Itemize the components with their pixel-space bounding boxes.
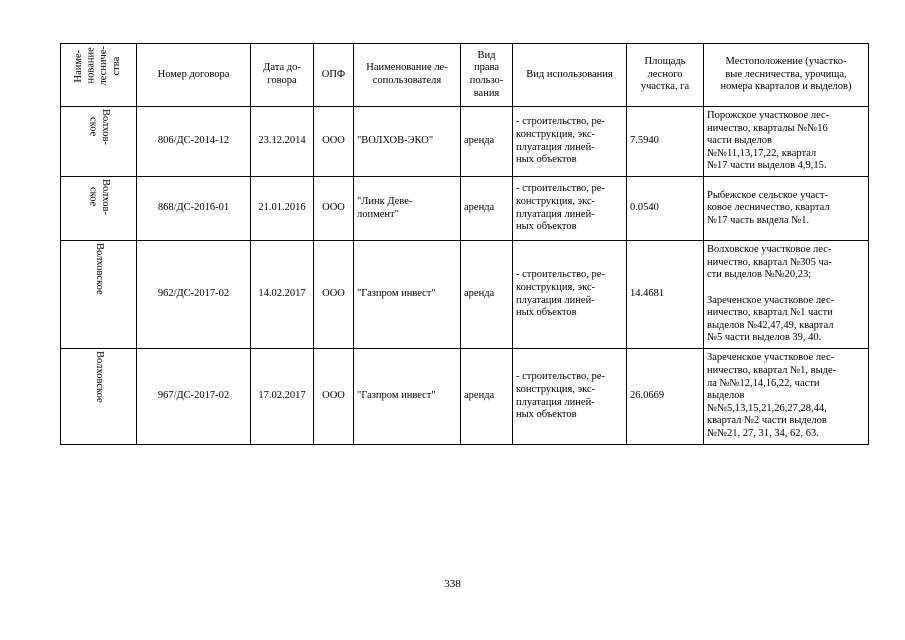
cell-area: 14.4681 xyxy=(627,241,704,349)
cell-use: - строительство, ре- конструкция, экс- плуатация линей- ных объектов xyxy=(513,349,627,445)
cell-forestry xyxy=(61,107,137,177)
cell-forestry xyxy=(61,349,137,445)
cell-location: Волховское участковое лес- ничество, квартал №305 ча- сти выделов №№20,23; Зареченское участковое лес- ничество, квартал №1 части выделов №42,47,49, квартал №5 части выделов 39, 40. xyxy=(704,241,869,349)
header-contract: Номер договора xyxy=(137,44,251,107)
cell-contract: 967/ДС-2017-02 xyxy=(137,349,251,445)
cell-user: "ВОЛХОВ-ЭКО" xyxy=(354,107,461,177)
cell-opf: ООО xyxy=(314,349,354,445)
cell-user: "Газпром инвест" xyxy=(354,349,461,445)
cell-right: аренда xyxy=(461,177,513,241)
cell-forestry-label: Волховское xyxy=(93,243,105,295)
table-row xyxy=(61,177,869,241)
cell-forestry xyxy=(61,241,137,349)
cell-contract: 806/ДС-2014-12 xyxy=(137,107,251,177)
cell-forestry-label: Волхов- ское xyxy=(87,179,112,215)
header-date: Дата до- говора xyxy=(251,44,314,107)
cell-date: 23.12.2014 xyxy=(251,107,314,177)
cell-date: 21.01.2016 xyxy=(251,177,314,241)
cell-area: 0.0540 xyxy=(627,177,704,241)
table-row xyxy=(61,349,869,445)
cell-opf: ООО xyxy=(314,107,354,177)
header-forestry-label: Наиме- нование лесниче- ства xyxy=(73,46,123,86)
page-number: 338 xyxy=(444,578,461,590)
cell-forestry-label: Волховское xyxy=(93,351,105,403)
cell-forestry-label: Волхов- ское xyxy=(87,109,112,145)
cell-opf: ООО xyxy=(314,177,354,241)
cell-location: Порожское участковое лес- ничество, кварталы №№16 части выделов №№11,13,17,22, квартал №17 части выделов 4,9,15. xyxy=(704,107,869,177)
cell-use: - строительство, ре- конструкция, экс- плуатация линей- ных объектов xyxy=(513,177,627,241)
header-opf: ОПФ xyxy=(314,44,354,107)
cell-use: - строительство, ре- конструкция, экс- плуатация линей- ных объектов xyxy=(513,241,627,349)
cell-right: аренда xyxy=(461,241,513,349)
cell-contract: 868/ДС-2016-01 xyxy=(137,177,251,241)
header-user: Наименование ле- сопользователя xyxy=(354,44,461,107)
cell-user: "Линк Деве- лопмент" xyxy=(354,177,461,241)
cell-contract: 962/ДС-2017-02 xyxy=(137,241,251,349)
cell-opf: ООО xyxy=(314,241,354,349)
header-area: Площадь лесного участка, га xyxy=(627,44,704,107)
header-row xyxy=(61,44,869,107)
header-right: Вид права пользо- вания xyxy=(461,44,513,107)
cell-area: 26.0669 xyxy=(627,349,704,445)
header-location: Местоположение (участко- вые лесничества, урочища, номера кварталов и выделов) xyxy=(704,44,869,107)
cell-location: Рыбежское сельское участ- ковое лесничество, квартал №17 часть выдела №1. xyxy=(704,177,869,241)
cell-forestry xyxy=(61,177,137,241)
cell-use: - строительство, ре- конструкция, экс- плуатация линей- ных объектов xyxy=(513,107,627,177)
table-row xyxy=(61,107,869,177)
cell-user: "Газпром инвест" xyxy=(354,241,461,349)
table-row xyxy=(61,241,869,349)
cell-area: 7.5940 xyxy=(627,107,704,177)
cell-right: аренда xyxy=(461,349,513,445)
cell-right: аренда xyxy=(461,107,513,177)
cell-location: Зареченское участковое лес- ничество, квартал №1, выде- ла №№12,14,16,22, части выделов №№5,13,15,21,26,27,28,44, квартал №2 части выделов №№21, 27, 31, 34, 62, 63. xyxy=(704,349,869,445)
lease-table xyxy=(60,43,869,445)
header-use: Вид использования xyxy=(513,44,627,107)
header-forestry xyxy=(61,44,137,107)
cell-date: 14.02.2017 xyxy=(251,241,314,349)
cell-date: 17.02.2017 xyxy=(251,349,314,445)
